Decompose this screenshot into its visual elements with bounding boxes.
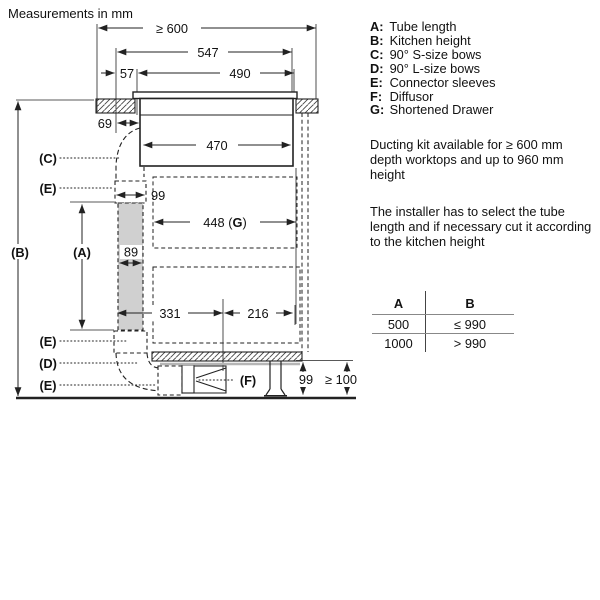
dim-69: 69 (97, 116, 112, 131)
table-header-row (372, 291, 514, 315)
label-a: (A) (73, 245, 91, 260)
table-row (372, 315, 514, 334)
dim-600: ≥ 600 (156, 21, 188, 36)
col-header-a: A (372, 291, 426, 315)
dim-89: 89 (123, 244, 139, 260)
dim-547: 547 (197, 45, 219, 60)
info-column (370, 20, 598, 117)
label-d: (D) (39, 356, 57, 371)
cell-b1: ≤ 990 (426, 315, 515, 334)
legend-item-c: C: 90° S-size bows (370, 46, 482, 62)
legend (370, 20, 598, 117)
legend-item-f: F: Diffusor (370, 88, 434, 104)
label-c: (C) (39, 151, 57, 166)
dim-57: 57 (119, 66, 135, 81)
page-title: Measurements in mm (8, 6, 133, 21)
dim-99-bottom: 99 (298, 372, 314, 387)
diffusor (182, 365, 226, 393)
note-ducting-kit: Ducting kit available for ≥ 600 mm depth worktops and up to 960 mm height (370, 137, 564, 182)
text-backers (5, 20, 360, 387)
legend-item-e: E: Connector sleeves (370, 74, 496, 90)
dim-490: 490 (229, 66, 251, 81)
label-e-top: (E) (39, 181, 57, 196)
legend-item-d: D: 90° L-size bows (370, 60, 481, 76)
connector-sleeve-bottom (158, 366, 182, 395)
note-installer: The installer has to select the tube length and if necessary cut it according to the kitchen height (370, 204, 592, 249)
legend-item-b: B: Kitchen height (370, 32, 471, 48)
label-e-mid: (E) (39, 334, 57, 349)
shortened-drawer-outline (153, 177, 297, 248)
hob-body (133, 92, 297, 166)
table-row (372, 334, 514, 353)
dim-99-top: 99 (151, 188, 166, 203)
dim-331: 331 (159, 306, 181, 321)
label-e-bottom: (E) (39, 378, 57, 393)
label-b: (B) (11, 245, 29, 260)
cabinet-foot (264, 361, 287, 396)
col-header-b: B (426, 291, 515, 315)
legend-item-g: G: Shortened Drawer (370, 102, 494, 118)
dim-min-100: ≥ 100 (325, 372, 357, 387)
tube (118, 203, 143, 330)
label-f: (F) (239, 373, 257, 388)
dim-216: 216 (247, 306, 269, 321)
cell-a2: 1000 (384, 335, 413, 351)
dim-470: 470 (206, 138, 228, 153)
cell-a1: 500 (372, 315, 426, 334)
connector-sleeve-mid (114, 331, 147, 353)
s-bow-upper (116, 128, 140, 181)
plinth-panel (152, 352, 302, 364)
connector-sleeve-top (115, 181, 146, 203)
dim-448-g: 448 (G) (203, 215, 247, 230)
cell-b2: > 990 (426, 334, 515, 353)
tube-length-table (372, 291, 514, 352)
legend-item-a: A: Tube length (370, 19, 457, 34)
